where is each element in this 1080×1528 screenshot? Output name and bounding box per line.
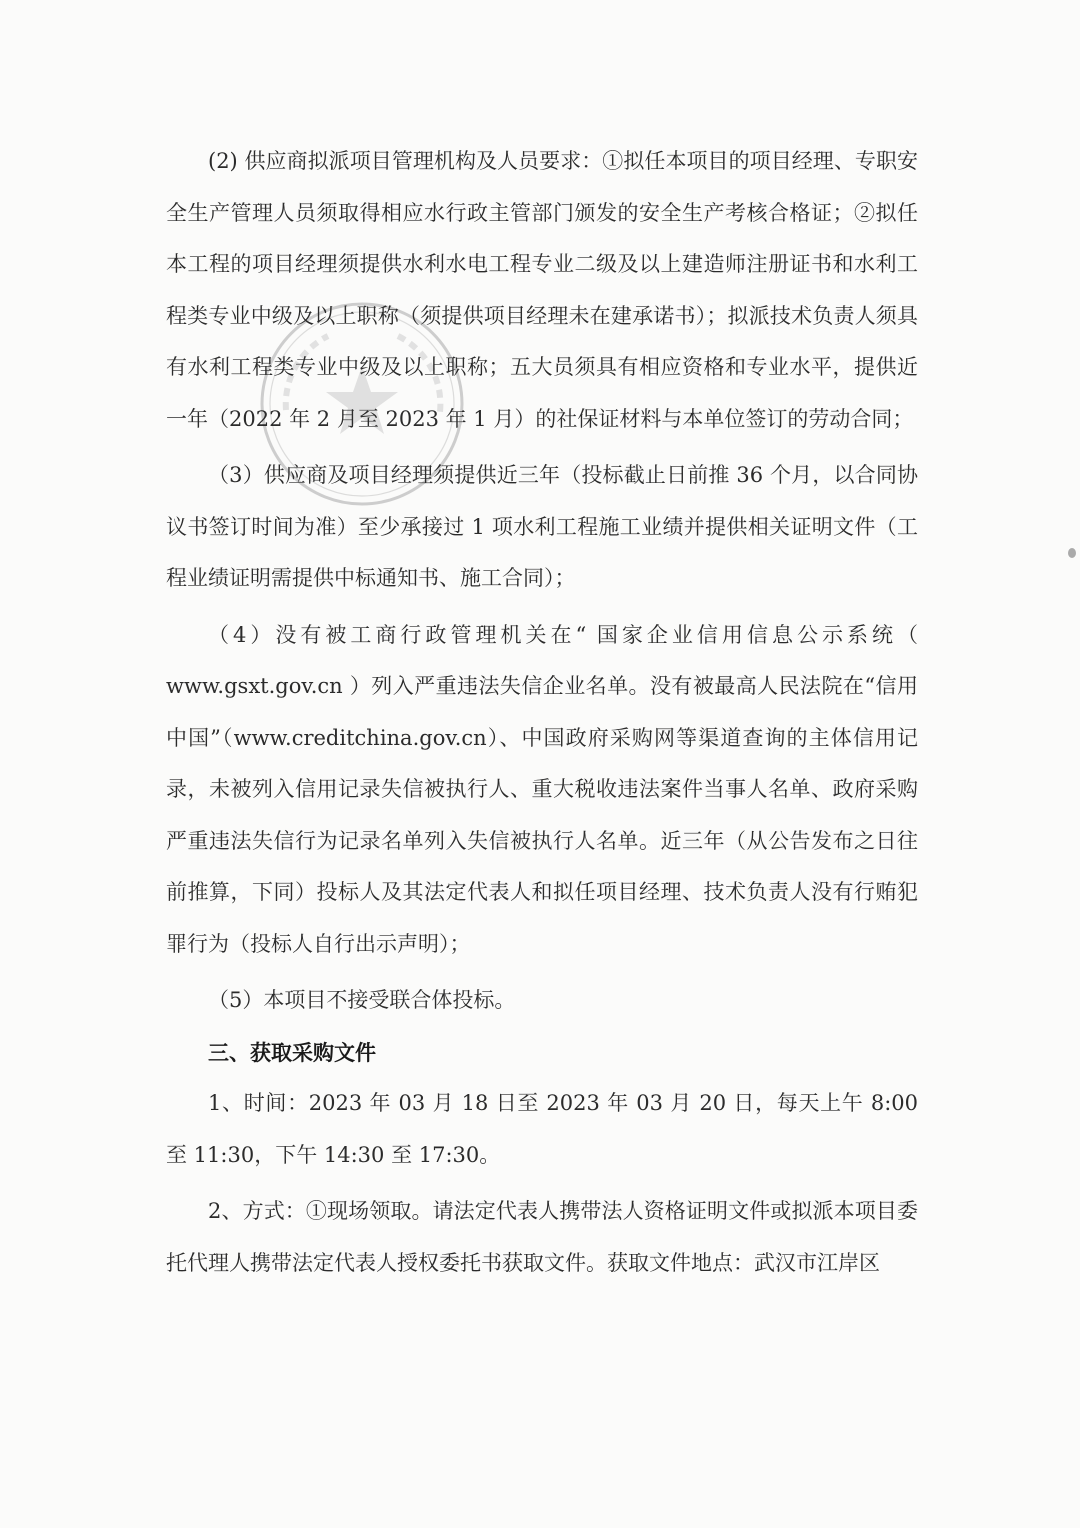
paragraph-5: （5）本项目不接受联合体投标。 <box>208 988 516 1012</box>
section-heading: 三、获取采购文件 <box>208 1039 376 1065</box>
scan-speck <box>1068 548 1076 558</box>
paragraph-4: （4）没有被工商行政管理机关在“ 国家企业信用信息公示系统（ www.gsxt.gov.cn ）列入严重违法失信企业名单。没有被最高人民法院在“信用中国”（www.creditchina.gov.cn）、中国政府采购网等渠道查询的主体信用记录，未被列入信用记录失信被执行人、重大税收违法案件当事人名单、政府采购严重违法失信行为记录名单列入失信被执行人名单。近三年（从公告发布之日往前推算，下同）投标人及其法定代表人和拟任项目经理、技术负责人没有行贿犯罪行为（投标人自行出示声明）； <box>166 622 918 956</box>
document-body <box>166 136 918 1289</box>
paragraph-2: (2) 供应商拟派项目管理机构及人员要求：①拟任本项目的项目经理、专职安全生产管理人员须取得相应水行政主管部门颁发的安全生产考核合格证；②拟任本工程的项目经理须提供水利水电工程专业二级及以上建造师注册证书和水利工程类专业中级及以上职称（须提供项目经理未在建承诺书）；拟派技术负责人须具有水利工程类专业中级及以上职称；五大员须具有相应资格和专业水平，提供近一年（2022 年 2 月至 2023 年 1 月）的社保证材料与本单位签订的劳动合同； <box>166 149 918 431</box>
paragraph-time: 1、时间：2023 年 03 月 18 日至 2023 年 03 月 20 日，每天上午 8:00 至 11:30，下午 14:30 至 17:30。 <box>166 1091 918 1167</box>
paragraph-method: 2、方式：①现场领取。请法定代表人携带法人资格证明文件或拟派本项目委托代理人携带法定代表人授权委托书获取文件。获取文件地点：武汉市江岸区 <box>166 1199 918 1275</box>
paragraph-3: （3）供应商及项目经理须提供近三年（投标截止日前推 36 个月，以合同协议书签订时间为准）至少承接过 1 项水利工程施工业绩并提供相关证明文件（工程业绩证明需提供中标通知书、施工合同）； <box>166 463 918 590</box>
